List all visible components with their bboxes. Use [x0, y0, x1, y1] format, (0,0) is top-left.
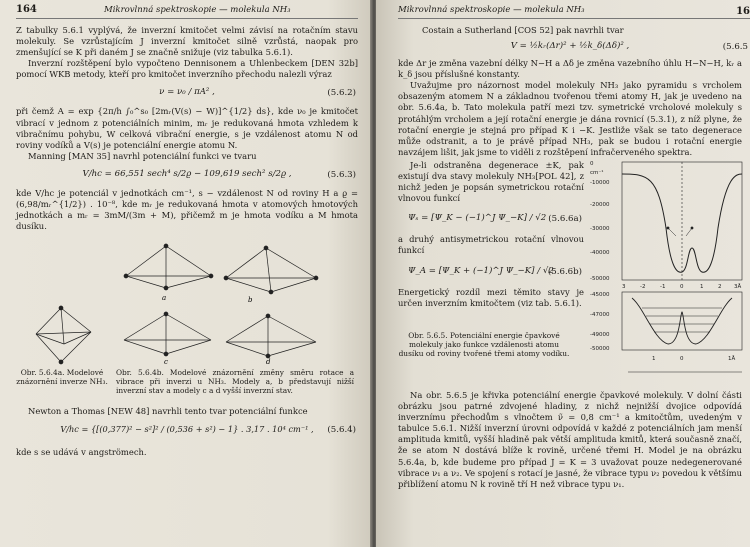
- equation-5-6-3-formula: V/hc = 66,551 sech⁴ s/2ϱ − 109,619 sech² s/2ϱ ,: [82, 168, 292, 179]
- graph1-ylabel-1: -10000: [590, 179, 610, 186]
- equation-5-6-5-formula: V = ½kᵣ(Δr)² + ½k_δ(Δδ)² ,: [510, 41, 630, 52]
- right-page-number: 16: [736, 6, 750, 17]
- graph2-xlabel-1: 0: [680, 355, 684, 362]
- graph1-xlabel-4: 1: [700, 283, 704, 290]
- left-running-header: Mikrovlnná spektroskopie — molekula NH₃: [104, 5, 291, 15]
- right-paragraph-1: Costain a Sutherland [COS 52] pak navrhli tvar: [422, 25, 624, 35]
- graph1-ylabel-2: -20000: [590, 201, 610, 208]
- equation-5-6-3-number: (5.6.3): [327, 169, 356, 180]
- graph1-xlabel-2: -1: [660, 283, 666, 290]
- left-paragraph-6: Newton a Thomas [NEW 48] navrhli tento tvar potenciální funkce: [28, 406, 308, 417]
- figure-5-6-4: [16, 232, 358, 400]
- figure-5-6-4a-caption: Obr. 5.6.4a. Modelové znázornění inverze NH₃.: [16, 368, 108, 387]
- left-page-number: 164: [16, 4, 37, 15]
- equation-5-6-4-formula: V/hc = {[(0,377)² − s²]² / (0,536 + s²) − 1} . 3,17 . 10⁴ cm⁻¹ ,: [60, 424, 314, 435]
- left-paragraph-5: kde V/hc je potenciál v jednotkách cm⁻¹, s − vzdálenost N od roviny H a ϱ = (6,98/mᵣ^{1/2}) . 10⁻⁸, kde mᵣ je redukovaná hmota v atomových hmotových jednotkách a mᵣ = 3mM/(3m + M), přičemž m je hmota vodíku a M hmota dusíku.: [16, 187, 358, 232]
- model-a: [124, 244, 213, 290]
- right-paragraph-3: Uvažujme pro názornost model molekuly NH₃ jako pyramidu s vrcholem obsazeným atomem N a základnou tvořenou třemi atomy H, jak je uvedeno na obr. 5.6.4a, b. Tato molekula patří mezi tzv. symetrické vrcholové molekuly s protáhlým vrcholem a její rotační energie je dána rovnicí (5.3.1), z níž plyne, že rotační energie je stejná pro případ K i −K. Jestliže však se tato degenerace může odstranit, a to je právě případ NH₃, pak se budou i rotační energie navzájem lišit, jak jsme to viděli z rozštěpení infračerveného spektra.: [398, 80, 742, 157]
- equation-5-6-4: [16, 417, 358, 447]
- model-inversion: [36, 306, 91, 364]
- fig-label-c: c: [164, 358, 168, 367]
- fig-label-d: d: [266, 358, 271, 367]
- graph2-xlabel-0: 1: [652, 355, 656, 362]
- equation-5-6-6b-formula: Ψ_A = [Ψ_K + (−1)^J Ψ_−K] / √2: [408, 265, 554, 276]
- graph1-xlabel-5: 2: [718, 283, 722, 290]
- graph1-ylabel-3: -30000: [590, 225, 610, 232]
- right-figure-block: [398, 158, 748, 390]
- graph1-xlabel-0: 3: [622, 283, 626, 290]
- right-paragraph-5: a druhý antisymetrickou rotační vlnovou funkcí: [398, 234, 584, 256]
- equation-5-6-5-number: (5.6.5: [722, 42, 748, 53]
- graph2-ylabel-0: -45000: [590, 291, 610, 298]
- right-paragraph-2: kde Δr je změna vazební délky N−H a Δδ je změna vazebního úhlu H−N−H, kᵣ a k_δ jsou příslušné konstanty.: [398, 58, 742, 80]
- left-paragraph-3: při čemž A = exp {2π/h ∫₀^s₀ [2mᵣ(V(s) − W)]^{1/2} ds}, kde ν₀ je kmitočet vibrací v jednom z potenciálních minim, mᵣ je redukovaná hmota vzhledem k vibračnímu pohybu, W celková vibrační energie, s je vzdálenost atomu N od roviny vodíků a V(s) je potenciální energie atomu N.: [16, 106, 358, 150]
- model-b: [224, 246, 318, 294]
- right-paragraph-4: Je-li odstraněna degenerace ±K, pak existují dva stavy molekuly NH₃[POL 42], z nichž jeden je popsán symetrickou rotační vlnovou funkcí: [398, 159, 584, 204]
- graph1-xlabel-1: -2: [640, 283, 646, 290]
- model-d: [226, 314, 316, 358]
- equation-5-6-6a: [398, 204, 584, 234]
- molecule-models-drawing: [16, 236, 356, 366]
- graph1-xlabel-3: 0: [680, 283, 684, 290]
- fig-label-b: b: [248, 296, 253, 305]
- left-paragraph-1: Z tabulky 5.6.1 vyplývá, že inverzní kmitočet velmi závisí na rotačním stavu molekuly. Se vzrůstajícím J inverzní kmitočet silně vzrůstá, naopak pro zmenšující se K při daném J se značně snižuje (viz tabulka 5.6.1).: [16, 25, 358, 58]
- fig-label-a: a: [162, 294, 167, 303]
- equation-5-6-3: [16, 162, 358, 188]
- potential-energy-graph: [588, 158, 746, 390]
- potential-curve-lower: [632, 298, 732, 344]
- graph2-ylabel-3: -50000: [590, 345, 610, 352]
- figure-5-6-4b-caption: Obr. 5.6.4b. Modelové znázornění změny směru rotace a vibrace při inverzi u NH₃. Modely a, b představují nižší inverzní stav a modely c a d vyšší inverzní stav.: [116, 368, 354, 396]
- equation-5-6-6a-number: (5.6.6a): [548, 214, 582, 225]
- lower-plot-frame: [622, 292, 742, 350]
- graph2-ylabel-2: -49000: [590, 331, 610, 338]
- graph2-xlabel-2: 1Å: [728, 355, 736, 362]
- graph1-ylabel-0: 0: [590, 160, 594, 167]
- equation-5-6-5: [398, 36, 748, 58]
- equation-5-6-2-number: (5.6.2): [327, 88, 356, 99]
- equation-5-6-4-number: (5.6.4): [327, 425, 356, 436]
- molecule-sketch-in-graph: [667, 227, 693, 236]
- equation-5-6-2-formula: ν = ν₀ / πA² ,: [159, 87, 215, 98]
- right-paragraph-6: Energetický rozdíl mezi těmito stavy je určen inverzním kmitočtem (viz tab. 5.6.1).: [398, 286, 584, 308]
- model-c: [124, 312, 211, 356]
- right-paragraph-7: Na obr. 5.6.5 je křivka potenciální energie čpavkové molekuly. V dolní části obrázku jsou patrné zdvojené hladiny, z nichž nejnižší dvojice odpovídá inverznímu přechodům s vlnočtem ν̃ = 0,8 cm⁻¹ a kmitočtům, uvedeným v tabulce 5.6.1. Nižší inverzní úrovni odpovídá v každé z potenciálních jam menší amplituda kmitů, vyšší hladině pak větší amplituda kmitů, která současně značí, že se atom N dostává blíže k rovině, určené třemi H. Model je na obrázku 5.6.4a, b, kde budeme pro případ J = K = 3 uvažovat pouze nedegenerované vibrace ν₁ a ν₂. Ve spojení s rotací je jasné, že vibrace typu ν₂ povedou k většímu přiblížení atomu N k rovině tří H než vibrace typu ν₁.: [398, 389, 742, 489]
- right-page-header: [398, 4, 750, 19]
- equation-5-6-6a-formula: Ψₛ = [Ψ_K − (−1)^J Ψ_−K] / √2: [408, 213, 547, 224]
- equation-5-6-6b-number: (5.6.6b): [547, 266, 582, 277]
- left-paragraph-2: Inverzní rozštěpení bylo vypočteno Dennisonem a Uhlenbeckem [DEN 32b] pomocí WKB metody, kteří pro kmitočet inverzního přechodu nalezli výraz: [16, 58, 358, 80]
- left-paragraph-4: Manning [MAN 35] navrhl potenciální funkci ve tvaru: [28, 150, 257, 161]
- graph1-ylabel-5: -50000: [590, 275, 610, 282]
- equation-5-6-2: [16, 80, 358, 106]
- equation-5-6-6b: [398, 257, 584, 287]
- graph2-ylabel-1: -47000: [590, 311, 610, 318]
- graph1-ylabel-unit: cm⁻¹: [590, 169, 604, 176]
- left-page: [0, 0, 372, 547]
- graph1-ylabel-4: -40000: [590, 249, 610, 256]
- right-running-header: Mikrovlnná spektroskopie — molekula NH₃: [398, 5, 585, 15]
- left-page-header: [16, 4, 358, 19]
- left-paragraph-7: kde s se udává v angströmech.: [16, 447, 147, 458]
- right-page: [376, 0, 750, 547]
- graph1-xlabel-6: 3Å: [734, 283, 742, 290]
- figure-5-6-5-caption: Obr. 5.6.5. Potenciální energie čpavkové molekuly jako funkce vzdálenosti atomu dusíku od roviny tvořené třemi atomy vodíku.: [398, 330, 570, 358]
